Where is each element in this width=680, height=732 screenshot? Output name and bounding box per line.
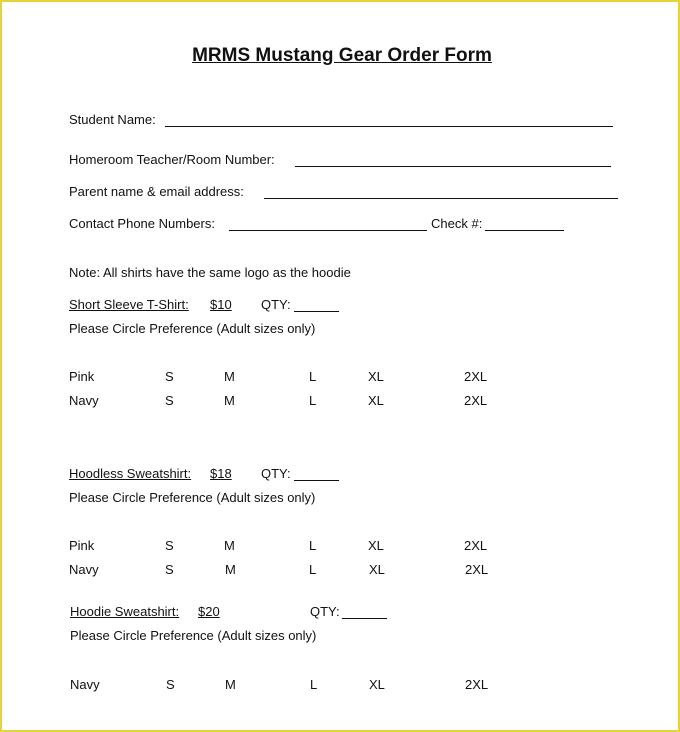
hoodie-navy-size-xl[interactable]: XL [369, 677, 385, 692]
hoodless-pink-size-2xl[interactable]: 2XL [464, 538, 488, 553]
parent-info-label: Parent name & email address: [69, 184, 244, 199]
logo-note: Note: All shirts have the same logo as the hoodie [69, 265, 351, 280]
hoodless-navy-size-l[interactable]: L [309, 562, 317, 577]
hoodless-navy-size-xl[interactable]: XL [369, 562, 385, 577]
student-name-field[interactable] [165, 126, 613, 127]
hoodless-price: $18 [210, 466, 232, 481]
check-number-label: Check #: [431, 216, 483, 231]
hoodie-preference-note: Please Circle Preference (Adult sizes only) [70, 628, 317, 643]
tshirt-product-label: Short Sleeve T-Shirt: [69, 297, 189, 312]
hoodless-pink-size-xl[interactable]: XL [368, 538, 384, 553]
phone-field[interactable] [229, 230, 427, 231]
hoodless-color-pink: Pink [69, 538, 95, 553]
hoodie-navy-size-l[interactable]: L [310, 677, 318, 692]
hoodie-navy-size-2xl[interactable]: 2XL [465, 677, 489, 692]
hoodie-product-label: Hoodie Sweatshirt: [70, 604, 180, 619]
hoodless-preference-note: Please Circle Preference (Adult sizes only) [69, 490, 316, 505]
tshirt-preference-note: Please Circle Preference (Adult sizes only) [69, 321, 316, 336]
tshirt-navy-size-m[interactable]: M [224, 393, 235, 408]
check-number-field[interactable] [485, 230, 564, 231]
tshirt-qty-label: QTY: [261, 297, 291, 312]
tshirt-color-pink: Pink [69, 369, 95, 384]
hoodless-navy-size-s[interactable]: S [165, 562, 174, 577]
tshirt-price: $10 [210, 297, 232, 312]
tshirt-color-navy: Navy [69, 393, 99, 408]
tshirt-navy-size-xl[interactable]: XL [368, 393, 384, 408]
hoodless-pink-size-l[interactable]: L [309, 538, 317, 553]
hoodless-navy-size-m[interactable]: M [225, 562, 236, 577]
hoodie-navy-size-m[interactable]: M [225, 677, 236, 692]
tshirt-pink-size-2xl[interactable]: 2XL [464, 369, 488, 384]
page-title: MRMS Mustang Gear Order Form [192, 45, 492, 66]
tshirt-qty-field[interactable] [294, 311, 339, 312]
tshirt-pink-size-l[interactable]: L [309, 369, 317, 384]
hoodie-qty-field[interactable] [342, 618, 387, 619]
hoodie-color-navy: Navy [70, 677, 100, 692]
tshirt-navy-size-s[interactable]: S [165, 393, 174, 408]
parent-info-field[interactable] [264, 198, 618, 199]
hoodless-qty-label: QTY: [261, 466, 291, 481]
homeroom-field[interactable] [295, 166, 611, 167]
hoodless-product-label: Hoodless Sweatshirt: [69, 466, 192, 481]
hoodless-navy-size-2xl[interactable]: 2XL [465, 562, 489, 577]
hoodless-pink-size-m[interactable]: M [224, 538, 235, 553]
hoodie-price: $20 [198, 604, 220, 619]
tshirt-navy-size-2xl[interactable]: 2XL [464, 393, 488, 408]
tshirt-pink-size-xl[interactable]: XL [368, 369, 384, 384]
tshirt-pink-size-m[interactable]: M [224, 369, 235, 384]
homeroom-label: Homeroom Teacher/Room Number: [69, 152, 275, 167]
hoodie-qty-label: QTY: [310, 604, 340, 619]
hoodless-pink-size-s[interactable]: S [165, 538, 174, 553]
phone-label: Contact Phone Numbers: [69, 216, 215, 231]
hoodless-color-navy: Navy [69, 562, 99, 577]
hoodie-navy-size-s[interactable]: S [166, 677, 175, 692]
student-name-label: Student Name: [69, 112, 156, 127]
hoodless-qty-field[interactable] [294, 480, 339, 481]
tshirt-pink-size-s[interactable]: S [165, 369, 174, 384]
tshirt-navy-size-l[interactable]: L [309, 393, 317, 408]
